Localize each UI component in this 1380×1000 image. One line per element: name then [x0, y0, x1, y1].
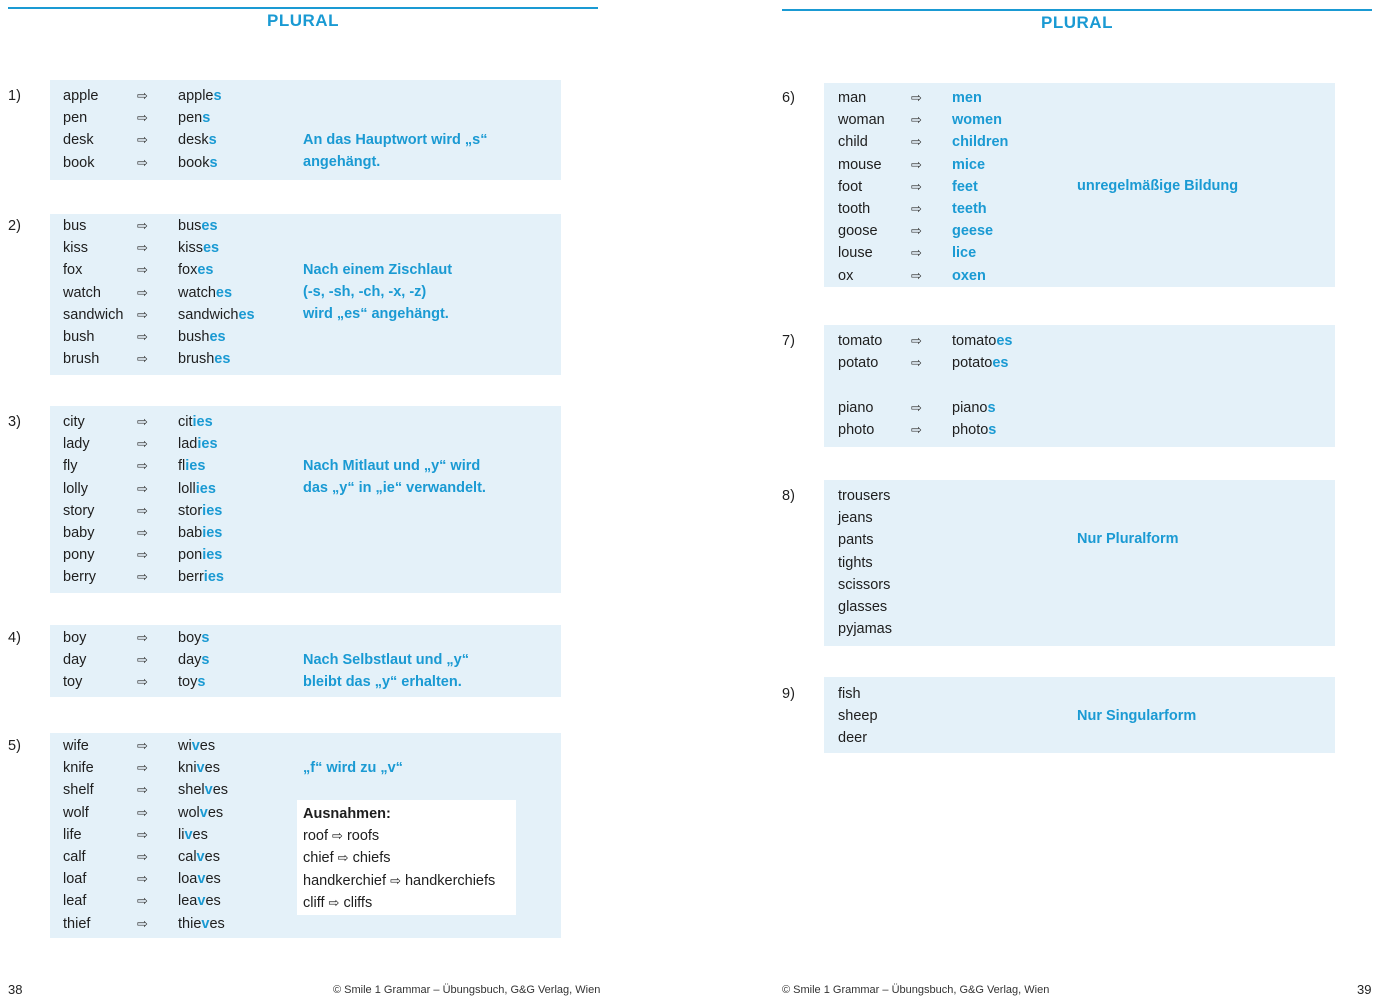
- arrow-icon: ⇨: [911, 267, 922, 283]
- arrow-icon: ⇨: [137, 284, 148, 300]
- plural-irregular: oxen: [952, 267, 986, 284]
- plural-word: [178, 260, 213, 280]
- section-number: 2): [8, 218, 21, 234]
- plural-ending: s: [197, 674, 206, 691]
- arrow-icon: ⇨: [911, 245, 922, 261]
- word: tights: [838, 554, 873, 571]
- singular-word: pen: [63, 110, 88, 127]
- singular-word: desk: [63, 132, 94, 149]
- singular-word: woman: [838, 112, 885, 129]
- rule-explanation: „f“ wird zu „v“: [303, 760, 403, 776]
- plural-ending: ies: [197, 436, 218, 453]
- plural-stem: book: [178, 154, 210, 171]
- plural-stem: piano: [952, 399, 988, 416]
- exception-item: [303, 848, 391, 868]
- arrow-icon: ⇨: [137, 414, 148, 429]
- plural-ending: ies: [202, 547, 223, 564]
- exception-item: [303, 871, 495, 891]
- arrow-icon: ⇨: [137, 826, 148, 842]
- singular-word: child: [838, 134, 868, 151]
- plural-irregular: children: [952, 134, 1009, 151]
- plural-rest: es: [207, 804, 224, 821]
- plural-ending: es: [197, 262, 214, 279]
- plural-word: [178, 758, 220, 778]
- arrow-icon: ⇨: [137, 760, 148, 776]
- plural-ending: s: [988, 421, 997, 438]
- singular-word: man: [838, 90, 867, 106]
- plural-ending: s: [201, 630, 210, 646]
- arrow-icon: ⇨: [390, 872, 401, 888]
- arrow-icon: ⇨: [911, 112, 922, 128]
- arrow-icon: ⇨: [137, 329, 148, 344]
- singular-word: toy: [63, 674, 83, 691]
- plural-stem: fox: [178, 262, 198, 279]
- word: pants: [838, 532, 874, 549]
- header-rule-right: [782, 9, 1372, 11]
- arrow-icon: ⇨: [911, 355, 922, 371]
- rule-explanation: das „y“ in „ie“ verwandelt.: [303, 480, 486, 497]
- plural-stem: desk: [178, 132, 209, 149]
- plural-word: [178, 825, 208, 845]
- singular-word: wolf: [63, 804, 89, 821]
- plural-stem: wi: [178, 738, 192, 754]
- rule-explanation: Nach einem Zischlaut: [303, 262, 453, 278]
- rule-explanation: Nach Mitlaut und „y“ wird: [303, 458, 481, 474]
- arrow-icon: ⇨: [137, 652, 148, 668]
- plural-word: [178, 650, 209, 670]
- plural-ending: s: [208, 132, 217, 149]
- singular-word: day: [63, 652, 87, 669]
- plural-ending: es: [215, 284, 233, 301]
- plural-rest: es: [205, 893, 221, 910]
- plural-ending: es: [202, 240, 220, 257]
- singular-word: foot: [838, 178, 863, 195]
- section-number: 1): [8, 88, 21, 104]
- plural-word: [178, 153, 218, 173]
- plural-word: [178, 327, 226, 347]
- plural-word: [178, 238, 219, 258]
- arrow-icon: ⇨: [137, 674, 148, 690]
- plural-word: [178, 283, 232, 303]
- plural-stem: fl: [178, 458, 186, 475]
- plural-ending: ies: [192, 414, 213, 430]
- plural-ending: s: [213, 88, 222, 104]
- plural-word: [952, 132, 1008, 152]
- plural-irregular: teeth: [952, 201, 987, 217]
- plural-stem: cal: [178, 849, 197, 865]
- arrow-icon: ⇨: [911, 333, 922, 348]
- plural-ending: es: [238, 306, 255, 323]
- rule-explanation: angehängt.: [303, 154, 381, 171]
- plural-stem: shel: [178, 782, 205, 799]
- rule-explanation: An das Hauptwort wird „s“: [303, 132, 488, 148]
- plural-irregular: men: [952, 90, 982, 106]
- plural-ending: v: [191, 738, 200, 754]
- singular-word: calf: [63, 849, 86, 865]
- page-number-right: 39: [1357, 982, 1372, 997]
- exception-plural: chiefs: [348, 850, 391, 867]
- plural-stem: pen: [178, 110, 203, 127]
- copyright-right: © Smile 1 Grammar – Übungsbuch, G&G Verlag, Wien: [782, 984, 1050, 996]
- arrow-icon: ⇨: [137, 436, 148, 452]
- header-rule-left: [8, 7, 598, 9]
- plural-stem: brush: [178, 351, 215, 368]
- arrow-icon: ⇨: [137, 630, 148, 645]
- plural-word: [952, 199, 987, 219]
- plural-word: [178, 803, 223, 823]
- singular-word: kiss: [63, 240, 88, 257]
- plural-rest: es: [199, 738, 216, 754]
- plural-ending: s: [209, 154, 218, 171]
- arrow-icon: ⇨: [911, 201, 922, 216]
- plural-stem: thie: [178, 915, 202, 932]
- rule-explanation: unregelmäßige Bildung: [1077, 178, 1239, 194]
- plural-rest: es: [212, 782, 229, 799]
- plural-word: [178, 349, 230, 369]
- plural-rest: es: [192, 826, 208, 843]
- arrow-icon: ⇨: [137, 240, 148, 256]
- singular-word: shelf: [63, 782, 94, 799]
- singular-word: apple: [63, 88, 99, 104]
- arrow-icon: ⇨: [911, 156, 922, 172]
- singular-word: lady: [63, 436, 90, 453]
- plural-ending: v: [201, 915, 210, 932]
- plural-word: [178, 869, 221, 889]
- arrow-icon: ⇨: [137, 525, 148, 540]
- plural-stem: lea: [178, 893, 198, 910]
- arrow-icon: ⇨: [137, 871, 148, 887]
- plural-word: [178, 523, 222, 543]
- plural-ending: ies: [185, 458, 206, 475]
- arrow-icon: ⇨: [137, 218, 148, 233]
- plural-word: [178, 456, 205, 476]
- arrow-icon: ⇨: [137, 110, 148, 126]
- plural-word: [178, 736, 215, 756]
- arrow-icon: ⇨: [137, 154, 148, 170]
- arrow-icon: ⇨: [137, 849, 148, 864]
- arrow-icon: ⇨: [911, 399, 922, 415]
- plural-stem: loll: [178, 480, 196, 497]
- plural-stem: apple: [178, 88, 214, 104]
- singular-word: thief: [63, 915, 91, 932]
- plural-rest: es: [205, 871, 221, 888]
- plural-irregular: feet: [952, 178, 978, 195]
- plural-stem: day: [178, 652, 202, 669]
- rule-explanation: Nur Singularform: [1077, 708, 1197, 724]
- word: trousers: [838, 488, 891, 504]
- arrow-icon: ⇨: [137, 804, 148, 820]
- section-number: 4): [8, 630, 21, 646]
- plural-ending: es: [992, 355, 1009, 372]
- section-number: 8): [782, 488, 795, 504]
- page-title-left: PLURAL: [267, 11, 339, 30]
- plural-word: [178, 86, 222, 106]
- plural-stem: pon: [178, 547, 203, 564]
- plural-word: [952, 110, 1002, 130]
- plural-word: [178, 130, 217, 150]
- plural-word: [952, 331, 1012, 351]
- singular-word: baby: [63, 525, 95, 541]
- singular-word: photo: [838, 421, 875, 438]
- plural-irregular: mice: [952, 156, 986, 173]
- singular-word: lolly: [63, 480, 88, 497]
- plural-word: [178, 628, 209, 648]
- arrow-icon: ⇨: [137, 893, 148, 909]
- singular-word: bus: [63, 218, 87, 234]
- plural-stem: tomato: [952, 333, 997, 349]
- singular-word: knife: [63, 760, 94, 777]
- plural-word: [178, 412, 213, 432]
- plural-stem: bush: [178, 329, 210, 345]
- word: scissors: [838, 576, 891, 593]
- plural-word: [178, 216, 218, 236]
- arrow-icon: ⇨: [137, 88, 148, 103]
- arrow-icon: ⇨: [137, 915, 148, 931]
- plural-ending: v: [196, 849, 205, 865]
- singular-word: tomato: [838, 333, 883, 349]
- word: glasses: [838, 599, 888, 615]
- plural-ending: ies: [202, 502, 223, 519]
- arrow-icon: ⇨: [137, 262, 148, 278]
- plural-stem: loa: [178, 871, 198, 888]
- plural-section: [824, 480, 1335, 646]
- plural-word: [178, 914, 225, 934]
- section-number: 6): [782, 90, 795, 106]
- singular-word: goose: [838, 223, 878, 240]
- plural-stem: watch: [178, 284, 216, 301]
- plural-section: [824, 325, 1335, 447]
- plural-word: [178, 434, 218, 454]
- exception-singular: cliff: [303, 894, 329, 911]
- exception-item: [303, 893, 372, 913]
- plural-stem: kni: [178, 760, 197, 777]
- singular-word: sandwich: [63, 306, 124, 323]
- plural-rest: es: [209, 915, 225, 932]
- exception-plural: roofs: [342, 828, 380, 845]
- arrow-icon: ⇨: [137, 738, 148, 753]
- arrow-icon: ⇨: [911, 178, 922, 194]
- singular-word: piano: [838, 399, 874, 416]
- arrow-icon: ⇨: [137, 306, 148, 322]
- plural-stem: bab: [178, 525, 203, 541]
- arrow-icon: ⇨: [137, 458, 148, 474]
- arrow-icon: ⇨: [332, 828, 343, 844]
- exception-singular: roof: [303, 828, 333, 845]
- singular-word: fox: [63, 262, 83, 279]
- plural-stem: li: [178, 826, 185, 843]
- plural-stem: bus: [178, 218, 202, 234]
- arrow-icon: ⇨: [137, 502, 148, 518]
- arrow-icon: ⇨: [137, 351, 148, 367]
- plural-word: [178, 479, 216, 499]
- plural-word: [952, 266, 986, 286]
- plural-word: [952, 420, 996, 440]
- section-number: 9): [782, 686, 795, 702]
- section-number: 3): [8, 414, 21, 430]
- singular-word: berry: [63, 569, 97, 586]
- plural-word: [178, 305, 255, 325]
- plural-ending: s: [201, 652, 210, 669]
- arrow-icon: ⇨: [911, 134, 922, 150]
- singular-word: city: [63, 414, 85, 430]
- arrow-icon: ⇨: [337, 850, 349, 866]
- copyright-left: © Smile 1 Grammar – Übungsbuch, G&G Verlag, Wien: [333, 984, 601, 996]
- plural-word: [952, 353, 1008, 373]
- word: fish: [838, 686, 861, 702]
- arrow-icon: ⇨: [137, 132, 148, 148]
- arrow-icon: ⇨: [137, 480, 148, 496]
- singular-word: book: [63, 154, 95, 171]
- rule-explanation: wird „es“ angehängt.: [303, 306, 449, 323]
- arrow-icon: ⇨: [328, 894, 340, 910]
- plural-word: [952, 177, 978, 197]
- word: pyjamas: [838, 621, 892, 638]
- singular-word: boy: [63, 630, 87, 646]
- singular-word: louse: [838, 245, 873, 262]
- plural-stem: wol: [178, 804, 200, 821]
- plural-ending: v: [197, 871, 206, 888]
- singular-word: wife: [63, 738, 89, 754]
- exception-item: [303, 826, 379, 846]
- exception-singular: chief: [303, 850, 338, 867]
- plural-rest: es: [204, 760, 220, 777]
- plural-ending: v: [184, 826, 193, 843]
- plural-stem: toy: [178, 674, 198, 691]
- plural-word: [178, 780, 228, 800]
- plural-word: [178, 108, 210, 128]
- plural-word: [178, 545, 222, 565]
- arrow-icon: ⇨: [911, 90, 922, 105]
- section-number: 5): [8, 738, 21, 754]
- singular-word: pony: [63, 547, 95, 564]
- singular-word: bush: [63, 329, 95, 345]
- plural-stem: lad: [178, 436, 198, 453]
- plural-ending: es: [214, 351, 231, 368]
- singular-word: tooth: [838, 201, 871, 217]
- plural-ending: es: [209, 329, 226, 345]
- arrow-icon: ⇨: [137, 782, 148, 798]
- singular-word: fly: [63, 458, 78, 475]
- plural-stem: cit: [178, 414, 193, 430]
- plural-stem: kiss: [178, 240, 203, 257]
- exception-plural: handkerchiefs: [400, 872, 496, 889]
- plural-ending: s: [202, 110, 211, 127]
- singular-word: watch: [63, 284, 101, 301]
- plural-stem: photo: [952, 421, 989, 438]
- plural-section: [50, 406, 561, 593]
- plural-ending: es: [201, 218, 218, 234]
- singular-word: mouse: [838, 156, 882, 173]
- page-number-left: 38: [8, 982, 23, 997]
- rule-explanation: (-s, -sh, -ch, -x, -z): [303, 284, 427, 301]
- plural-ending: ies: [203, 569, 224, 586]
- arrow-icon: ⇨: [137, 547, 148, 563]
- plural-irregular: geese: [952, 223, 994, 240]
- exceptions-title: Ausnahmen:: [303, 806, 391, 822]
- plural-stem: stor: [178, 502, 203, 519]
- plural-ending: v: [197, 893, 206, 910]
- word: jeans: [838, 510, 873, 527]
- rule-explanation: bleibt das „y“ erhalten.: [303, 674, 462, 691]
- plural-word: [178, 501, 222, 521]
- word: deer: [838, 730, 868, 747]
- singular-word: life: [63, 826, 82, 843]
- plural-word: [952, 243, 976, 263]
- singular-word: brush: [63, 351, 100, 368]
- plural-word: [178, 567, 224, 587]
- plural-word: [952, 221, 993, 241]
- word: sheep: [838, 708, 878, 725]
- plural-word: [952, 88, 982, 108]
- plural-stem: potato: [952, 355, 993, 372]
- exception-singular: handkerchief: [303, 872, 391, 889]
- plural-ending: v: [199, 804, 208, 821]
- rule-explanation: Nur Pluralform: [1077, 531, 1179, 547]
- page-title-right: PLURAL: [1041, 13, 1113, 32]
- plural-word: [178, 847, 220, 867]
- exception-plural: cliffs: [339, 894, 373, 911]
- plural-word: [178, 891, 221, 911]
- singular-word: story: [63, 502, 95, 519]
- singular-word: leaf: [63, 893, 87, 910]
- arrow-icon: ⇨: [911, 223, 922, 239]
- plural-ending: v: [196, 760, 205, 777]
- section-number: 7): [782, 333, 795, 349]
- plural-rest: es: [204, 849, 220, 865]
- plural-word: [952, 155, 985, 175]
- arrow-icon: ⇨: [911, 421, 922, 437]
- plural-ending: v: [204, 782, 213, 799]
- plural-ending: ies: [202, 525, 223, 541]
- plural-stem: boy: [178, 630, 202, 646]
- plural-irregular: women: [952, 112, 1002, 129]
- plural-ending: ies: [195, 480, 216, 497]
- plural-stem: sandwich: [178, 306, 239, 323]
- plural-irregular: lice: [952, 245, 977, 262]
- singular-word: loaf: [63, 871, 87, 888]
- rule-explanation: Nach Selbstlaut und „y“: [303, 652, 469, 668]
- singular-word: ox: [838, 267, 854, 284]
- arrow-icon: ⇨: [137, 569, 148, 585]
- plural-ending: s: [987, 399, 996, 416]
- singular-word: potato: [838, 355, 879, 372]
- plural-word: [178, 672, 205, 692]
- plural-word: [952, 398, 996, 418]
- plural-stem: berr: [178, 569, 204, 586]
- plural-ending: es: [996, 333, 1013, 349]
